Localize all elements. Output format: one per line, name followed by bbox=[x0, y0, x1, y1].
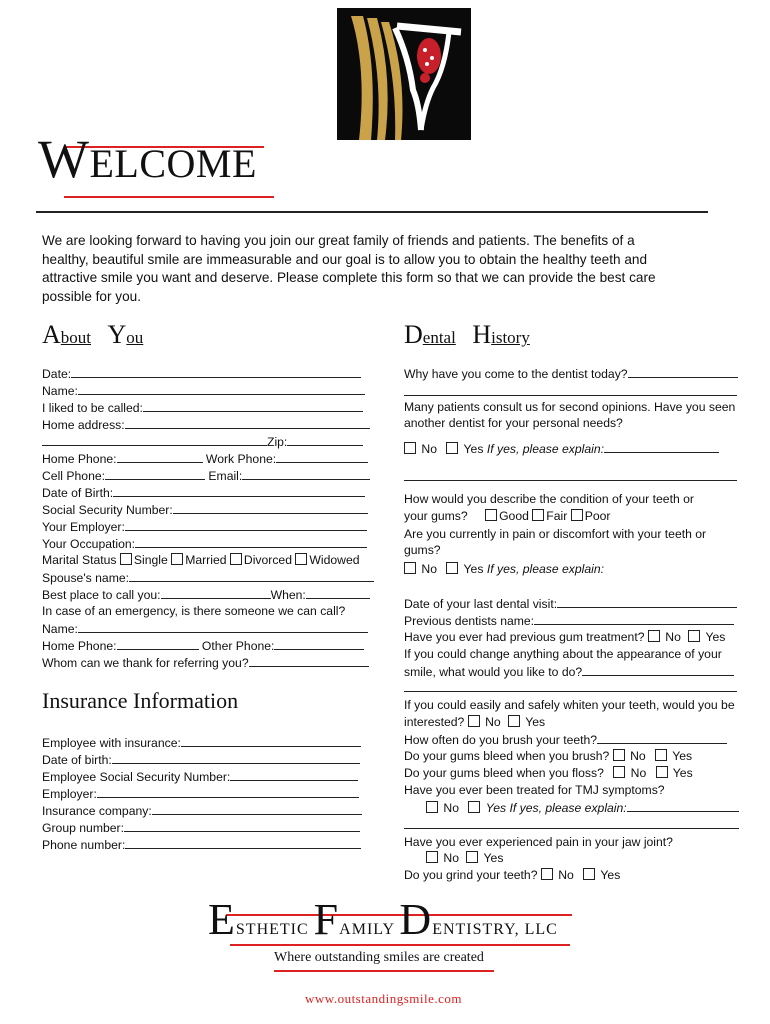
second-opinion-no-checkbox[interactable] bbox=[404, 442, 416, 454]
bleed-floss-row: Do your gums bleed when you floss? No Yes bbox=[404, 766, 693, 780]
jaw-answer: No Yes bbox=[426, 851, 503, 865]
prev-dentists-row: Previous dentists name: bbox=[404, 613, 734, 628]
ins-employee-field[interactable] bbox=[181, 735, 361, 747]
home-address-row: Home address: bbox=[42, 417, 370, 432]
gum-treatment-no-checkbox[interactable] bbox=[648, 630, 660, 642]
ins-company-field[interactable] bbox=[152, 803, 362, 815]
poor-checkbox[interactable] bbox=[571, 509, 583, 521]
whiten-no-checkbox[interactable] bbox=[468, 715, 480, 727]
insurance-heading: Insurance Information bbox=[42, 688, 239, 713]
condition-q1: How would you describe the condition of your teeth or bbox=[404, 492, 694, 506]
spouse-row: Spouse's name: bbox=[42, 570, 374, 585]
dob-row: Date of Birth: bbox=[42, 485, 365, 500]
bleed-floss-yes-checkbox[interactable] bbox=[656, 766, 668, 778]
liked-row: I liked to be called: bbox=[42, 400, 363, 415]
pain-q1: Are you currently in pain or discomfort with your teeth or bbox=[404, 527, 707, 541]
change-extra-line[interactable] bbox=[404, 691, 737, 692]
emergency-name-row: Name: bbox=[42, 621, 368, 636]
second-opinion-yes-checkbox[interactable] bbox=[446, 442, 458, 454]
ins-ssn-field[interactable] bbox=[230, 769, 358, 781]
emergency-other-phone-field[interactable] bbox=[274, 638, 364, 650]
why-extra-line[interactable] bbox=[404, 395, 737, 396]
ins-dob-row: Date of birth: bbox=[42, 752, 360, 767]
grind-yes-checkbox[interactable] bbox=[583, 868, 595, 880]
jaw-yes-checkbox[interactable] bbox=[466, 851, 478, 863]
ins-group-field[interactable] bbox=[124, 820, 360, 832]
name-row: Name: bbox=[42, 383, 365, 398]
emergency-name-field[interactable] bbox=[78, 621, 368, 633]
gum-treatment-yes-checkbox[interactable] bbox=[688, 630, 700, 642]
single-checkbox[interactable] bbox=[120, 553, 132, 565]
phone-row: Home Phone: Work Phone: bbox=[42, 451, 368, 466]
second-opinion-q2: another dentist for your personal needs? bbox=[404, 416, 623, 430]
ins-dob-field[interactable] bbox=[112, 752, 360, 764]
bleed-brush-row: Do your gums bleed when you brush? No Yes bbox=[404, 749, 693, 763]
jaw-no-checkbox[interactable] bbox=[426, 851, 438, 863]
ins-employer-field[interactable] bbox=[97, 786, 359, 798]
marital-row: Marital Status Single Married Divorced Widowed bbox=[42, 553, 360, 567]
ins-employee-row: Employee with insurance: bbox=[42, 735, 361, 750]
email-field[interactable] bbox=[242, 468, 370, 480]
last-visit-row: Date of your last dental visit: bbox=[404, 596, 737, 611]
second-opinion-q1: Many patients consult us for second opinions. Have you seen bbox=[404, 400, 736, 414]
occupation-row: Your Occupation: bbox=[42, 536, 367, 551]
employer-row: Your Employer: bbox=[42, 519, 367, 534]
dental-history-heading: Dental History bbox=[404, 320, 530, 349]
change-field[interactable] bbox=[582, 664, 734, 676]
emergency-phone-row: Home Phone: Other Phone: bbox=[42, 638, 364, 653]
ssn-row: Social Security Number: bbox=[42, 502, 368, 517]
tagline-line bbox=[274, 970, 494, 972]
why-field[interactable] bbox=[628, 366, 738, 378]
married-checkbox[interactable] bbox=[171, 553, 183, 565]
logo-graphic bbox=[337, 8, 471, 140]
tmj-no-checkbox[interactable] bbox=[426, 801, 438, 813]
cell-row: Cell Phone: Email: bbox=[42, 468, 370, 483]
intro-paragraph: We are looking forward to having you join our great family of friends and patients. The benefits of a healthy, beautiful smile are immeasurable and our goal is to allow you to obtain the healthy teeth and attractive smile you want and deserve. Please complete this form so that we can provide the best care possible for you. bbox=[42, 233, 656, 304]
ins-ssn-row: Employee Social Security Number: bbox=[42, 769, 358, 784]
best-place-row: Best place to call you: When: bbox=[42, 587, 370, 602]
home-phone-field[interactable] bbox=[117, 451, 203, 463]
tmj-extra-line[interactable] bbox=[404, 828, 739, 829]
date-field[interactable] bbox=[71, 366, 361, 378]
liked-name-field[interactable] bbox=[143, 400, 363, 412]
prev-dentists-field[interactable] bbox=[534, 613, 734, 625]
brush-row: How often do you brush your teeth? bbox=[404, 732, 727, 747]
grind-no-checkbox[interactable] bbox=[541, 868, 553, 880]
emergency-question: In case of an emergency, is there someone we can call? bbox=[42, 604, 346, 618]
second-opinion-answer: No Yes If yes, please explain: bbox=[404, 441, 719, 456]
ins-employer-row: Employer: bbox=[42, 786, 359, 801]
pain-yes-checkbox[interactable] bbox=[446, 562, 458, 574]
brush-field[interactable] bbox=[597, 732, 727, 744]
bleed-brush-yes-checkbox[interactable] bbox=[655, 749, 667, 761]
ssn-field[interactable] bbox=[173, 502, 368, 514]
tmj-yes-checkbox[interactable] bbox=[468, 801, 480, 813]
cell-phone-field[interactable] bbox=[105, 468, 205, 480]
name-field[interactable] bbox=[78, 383, 365, 395]
emergency-home-phone-field[interactable] bbox=[117, 638, 199, 650]
pain-q2: gums? bbox=[404, 543, 441, 557]
condition-row: your gums? Good Fair Poor bbox=[404, 509, 611, 523]
fair-checkbox[interactable] bbox=[532, 509, 544, 521]
grind-row: Do you grind your teeth? No Yes bbox=[404, 868, 621, 882]
second-opinion-explain-field[interactable] bbox=[604, 441, 719, 453]
tmj-answer: No Yes If yes, please explain: bbox=[426, 800, 739, 815]
whiten-yes-checkbox[interactable] bbox=[508, 715, 520, 727]
dob-field[interactable] bbox=[113, 485, 365, 497]
tmj-explain-field[interactable] bbox=[627, 800, 739, 812]
website-link[interactable]: www.outstandingsmile.com bbox=[305, 991, 463, 1006]
last-visit-field[interactable] bbox=[557, 596, 737, 608]
spouse-field[interactable] bbox=[129, 570, 374, 582]
change-row: smile, what would you like to do? bbox=[404, 664, 734, 679]
divorced-checkbox[interactable] bbox=[230, 553, 242, 565]
tagline: Where outstanding smiles are created bbox=[274, 950, 484, 965]
pain-answer: No Yes If yes, please explain: bbox=[404, 562, 604, 576]
welcome-heading: WELCOME bbox=[38, 129, 257, 189]
occupation-field[interactable] bbox=[135, 536, 367, 548]
gum-treatment-row: Have you ever had previous gum treatment? No Yes bbox=[404, 630, 726, 644]
ins-phone-row: Phone number: bbox=[42, 837, 361, 852]
good-checkbox[interactable] bbox=[485, 509, 497, 521]
referral-field[interactable] bbox=[249, 655, 369, 667]
about-heading: About You bbox=[42, 320, 144, 349]
logo bbox=[337, 8, 471, 140]
address-line2-field[interactable] bbox=[42, 434, 267, 446]
work-phone-field[interactable] bbox=[276, 451, 368, 463]
change-q1: If you could change anything about the appearance of your bbox=[404, 647, 722, 661]
brand-name: ESTHETIC FAMILY DENTISTRY, LLC bbox=[208, 895, 558, 944]
why-row: Why have you come to the dentist today? bbox=[404, 366, 738, 381]
whiten-q1: If you could easily and safely whiten your teeth, would you be bbox=[404, 698, 735, 712]
welcome-bottom-line bbox=[64, 196, 274, 198]
widowed-checkbox[interactable] bbox=[295, 553, 307, 565]
second-opinion-extra-line[interactable] bbox=[404, 480, 737, 481]
home-address-field[interactable] bbox=[125, 417, 370, 429]
pain-no-checkbox[interactable] bbox=[404, 562, 416, 574]
header-rule bbox=[36, 211, 708, 213]
tmj-question: Have you ever been treated for TMJ symptoms? bbox=[404, 783, 665, 797]
employer-field[interactable] bbox=[125, 519, 367, 531]
when-field[interactable] bbox=[306, 587, 370, 599]
ins-company-row: Insurance company: bbox=[42, 803, 362, 818]
referral-row: Whom can we thank for referring you? bbox=[42, 655, 369, 670]
jaw-question: Have you ever experienced pain in your jaw joint? bbox=[404, 835, 673, 849]
date-row: Date: bbox=[42, 366, 361, 381]
zip-row: Zip: bbox=[42, 434, 363, 449]
ins-group-row: Group number: bbox=[42, 820, 360, 835]
bleed-brush-no-checkbox[interactable] bbox=[613, 749, 625, 761]
brand-bottom-line bbox=[230, 944, 570, 946]
ins-phone-field[interactable] bbox=[125, 837, 361, 849]
bleed-floss-no-checkbox[interactable] bbox=[613, 766, 625, 778]
whiten-row: interested? No Yes bbox=[404, 715, 546, 729]
best-place-field[interactable] bbox=[161, 587, 271, 599]
zip-field[interactable] bbox=[287, 434, 363, 446]
